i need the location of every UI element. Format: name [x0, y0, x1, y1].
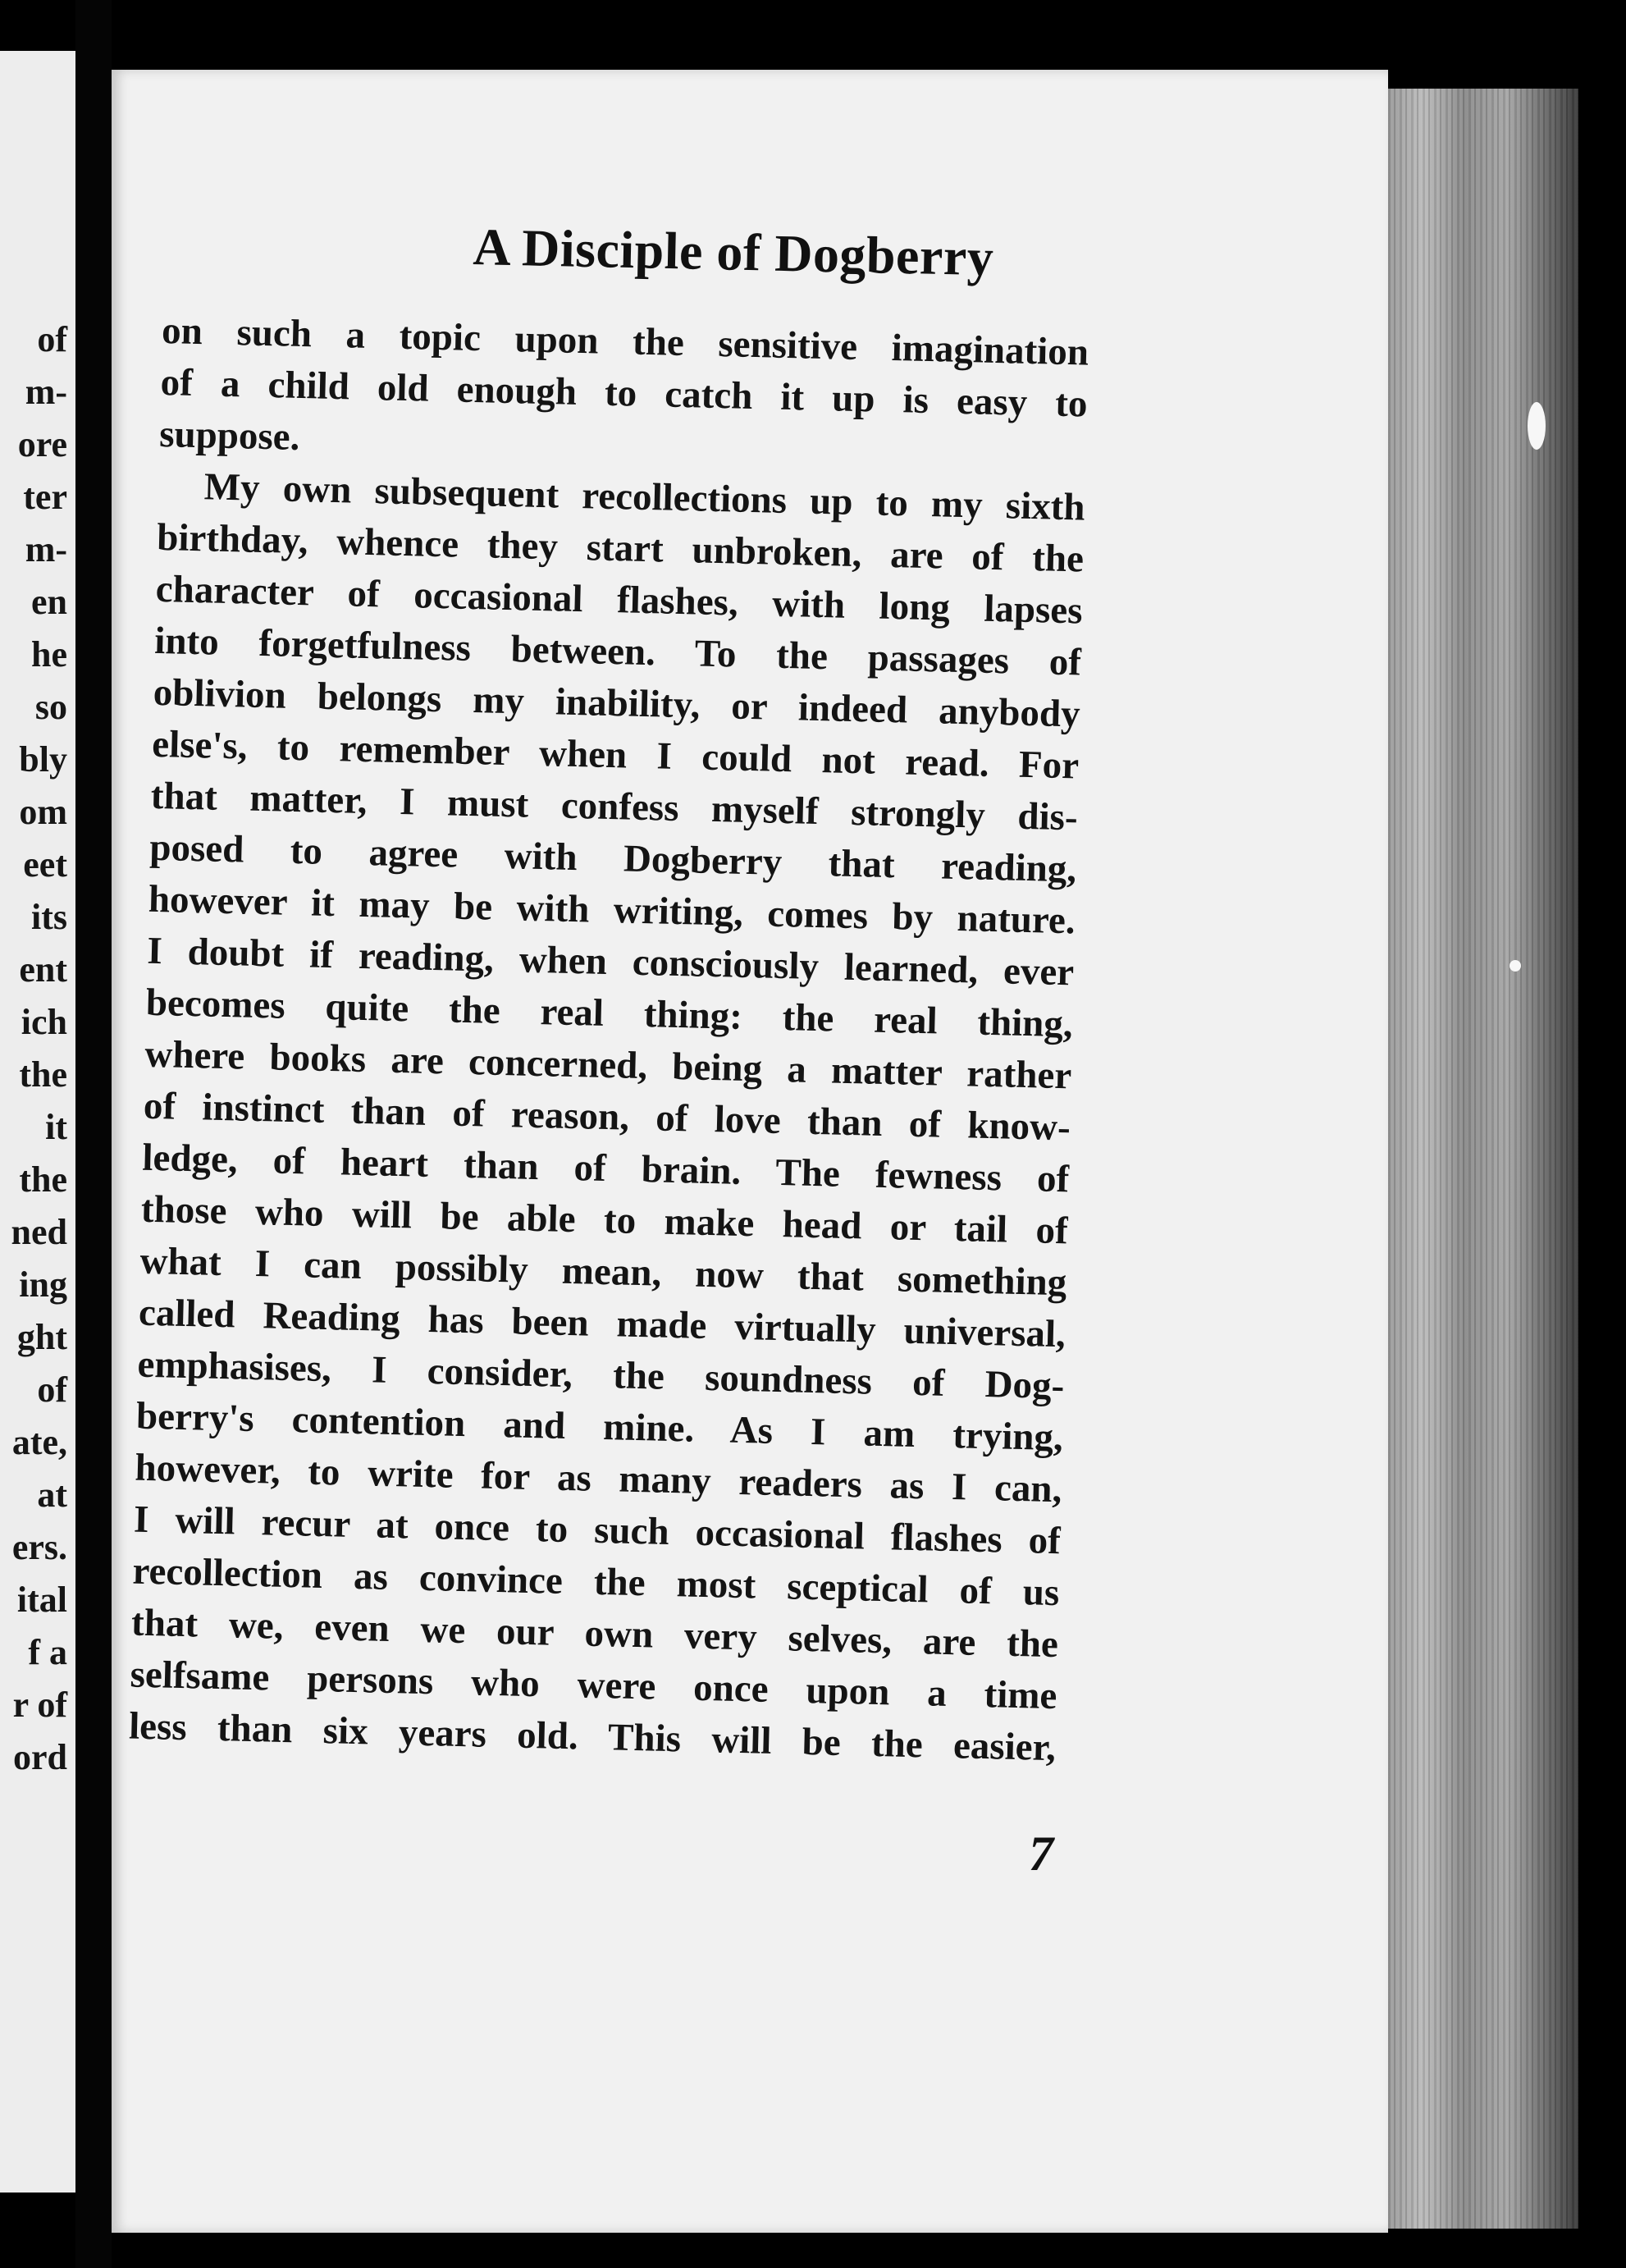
- left-page-line: it: [45, 1107, 67, 1147]
- text-line: into forgetfulness between. To the passages of: [153, 619, 1082, 684]
- left-page-line: ers.: [11, 1527, 67, 1567]
- book-gutter: [75, 0, 112, 2268]
- left-page-line: at: [37, 1475, 67, 1515]
- text-line: suppose.: [158, 412, 300, 459]
- left-page-line: ght: [16, 1317, 67, 1357]
- text-line: however it may be with writing, comes by nature.: [148, 877, 1076, 943]
- book-fore-edge: [1388, 89, 1578, 2229]
- left-page-line: ord: [13, 1737, 67, 1777]
- text-line: however, to write for as many readers as I can,: [135, 1446, 1062, 1511]
- left-page-line: the: [19, 1054, 67, 1095]
- text-line: that matter, I must confess myself strongly dis-: [150, 774, 1079, 839]
- running-head: A Disciple of Dogberry: [472, 217, 995, 287]
- left-page-line: eet: [23, 844, 67, 885]
- left-page-line: m-: [25, 372, 67, 412]
- text-line: character of occasional flashes, with long lapses: [155, 567, 1084, 633]
- text-line: recollection as convince the most sceptical of us: [132, 1549, 1060, 1615]
- left-page-line: ital: [16, 1580, 67, 1620]
- right-page: [112, 70, 1388, 2233]
- text-line: on such a topic upon the sensitive imagination: [161, 309, 1089, 374]
- text-line: that we, even we our own very selves, are the: [130, 1601, 1059, 1667]
- text-line: what I can possibly mean, now that something: [139, 1239, 1067, 1305]
- left-page-line: of: [37, 1369, 67, 1410]
- left-page-line: ter: [23, 477, 67, 517]
- text-line: My own subsequent recollections up to my sixth: [203, 465, 1086, 529]
- edge-highlight: [1510, 960, 1521, 972]
- text-line: called Reading has been made virtually universal,: [138, 1291, 1066, 1356]
- left-facing-page: [0, 51, 75, 2193]
- text-line: emphasises, I consider, the soundness of Dog-: [136, 1342, 1065, 1408]
- left-page-line: r of: [12, 1685, 67, 1725]
- text-line: ledge, of heart than of brain. The fewness of: [141, 1136, 1070, 1201]
- edge-highlight: [1528, 402, 1546, 450]
- body-text: [128, 305, 1089, 1774]
- text-line: less than six years old. This will be the easier,: [128, 1704, 1057, 1770]
- text-line: where books are concerned, being a matter rather: [144, 1032, 1072, 1098]
- text-line: I will recur at once to such occasional flashes of: [133, 1498, 1062, 1563]
- left-page-line: ich: [21, 1002, 67, 1042]
- text-line: birthday, whence they start unbroken, are of the: [156, 515, 1085, 581]
- left-page-line: ore: [17, 424, 67, 464]
- text-line: those who will be able to make head or tail of: [140, 1187, 1069, 1253]
- text-line: posed to agree with Dogberry that reading,: [148, 825, 1077, 891]
- left-page-line: ned: [11, 1212, 67, 1252]
- left-page-line: he: [31, 634, 67, 674]
- text-line: selfsame persons who were once upon a time: [130, 1653, 1057, 1718]
- left-page-line: ing: [19, 1264, 67, 1305]
- left-page-line: f a: [28, 1632, 67, 1672]
- page-number: 7: [1029, 1827, 1053, 1881]
- left-page-line: so: [34, 687, 67, 727]
- text-line: oblivion belongs my inability, or indeed anybody: [153, 670, 1081, 736]
- left-page-line: of: [37, 319, 67, 359]
- left-page-line: the: [19, 1159, 67, 1200]
- left-page-line: en: [31, 582, 67, 622]
- left-page-line: ate,: [11, 1422, 67, 1462]
- left-page-line: m-: [25, 529, 67, 569]
- left-page-line: its: [31, 897, 67, 937]
- text-line: of instinct than of reason, of love than of know-: [143, 1084, 1071, 1150]
- text-line: else's, to remember when I could not read. For: [151, 722, 1080, 788]
- text-line: I doubt if reading, when consciously learned, ever: [146, 929, 1075, 995]
- left-page-line: om: [19, 792, 67, 832]
- left-page-line: ent: [19, 949, 67, 990]
- text-line: of a child old enough to catch it up is easy to: [160, 360, 1089, 426]
- left-page-line: bly: [19, 739, 67, 780]
- text-line: becomes quite the real thing: the real thing,: [145, 981, 1074, 1046]
- text-line: berry's contention and mine. As I am trying,: [135, 1394, 1064, 1460]
